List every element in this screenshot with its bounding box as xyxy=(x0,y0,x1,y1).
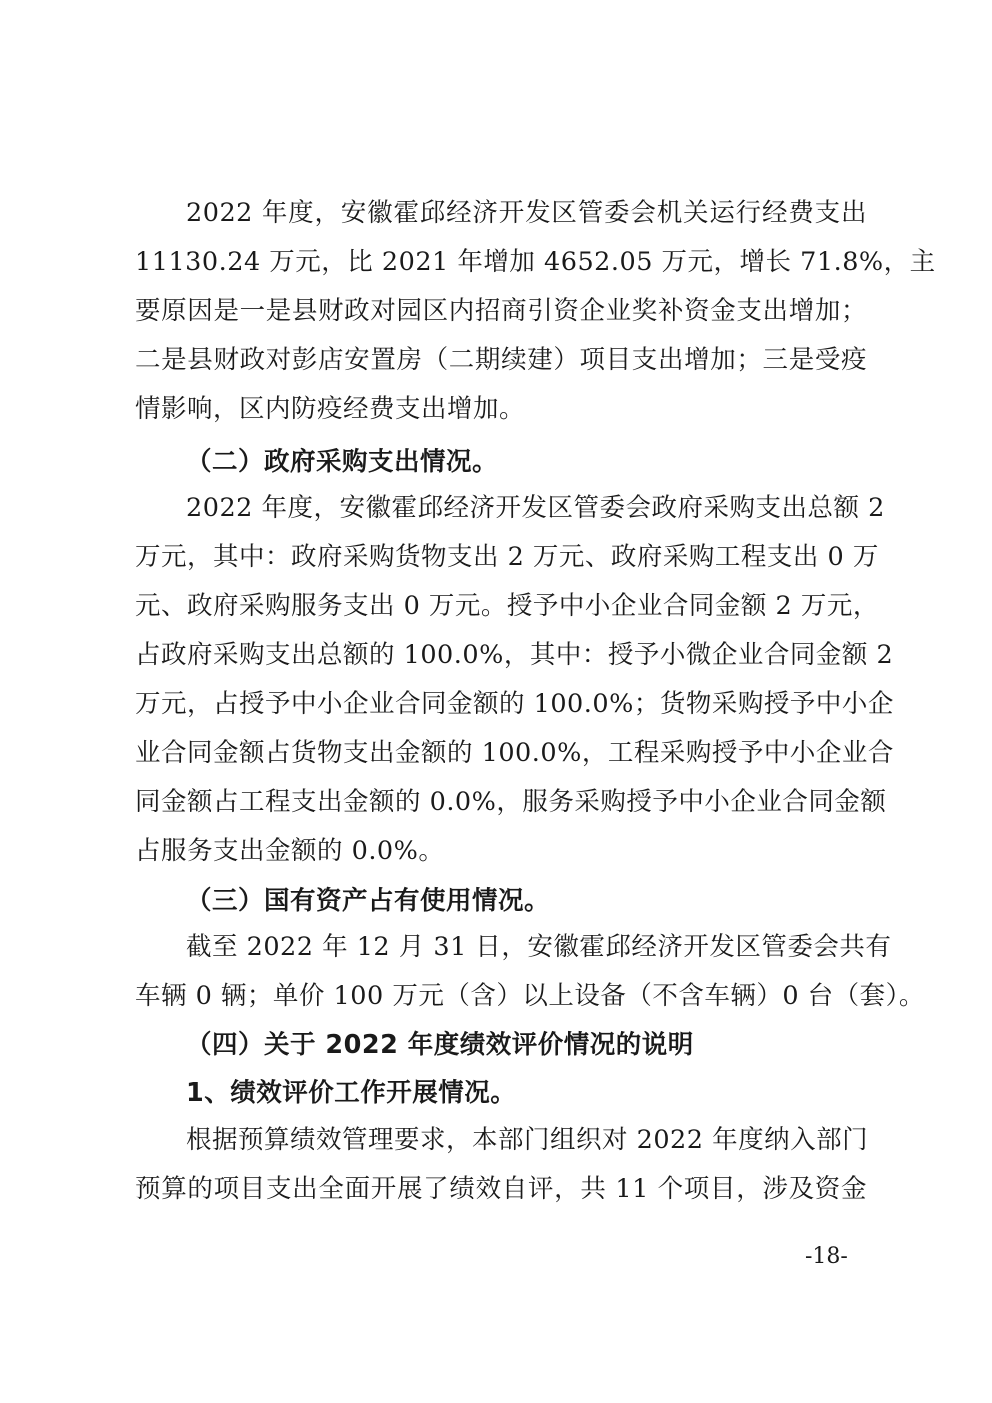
paragraph-line: 车辆 0 辆；单价 100 万元（含）以上设备（不含车辆）0 台（套）。 xyxy=(135,981,925,1011)
paragraph-line: 二是县财政对彭店安置房（二期续建）项目支出增加；三是受疫 xyxy=(135,345,867,375)
subsection-heading: 1、绩效评价工作开展情况。 xyxy=(186,1078,517,1108)
paragraph-line: 业合同金额占货物支出金额的 100.0%，工程采购授予中小企业合 xyxy=(135,738,894,768)
section-heading: （二）政府采购支出情况。 xyxy=(186,447,499,477)
paragraph-line: 预算的项目支出全面开展了绩效自评，共 11 个项目，涉及资金 xyxy=(135,1174,867,1204)
paragraph-line: 同金额占工程支出金额的 0.0%，服务采购授予中小企业合同金额 xyxy=(135,787,887,817)
paragraph-line: 万元，占授予中小企业合同金额的 100.0%；货物采购授予中小企 xyxy=(135,689,894,719)
paragraph-line: 11130.24 万元，比 2021 年增加 4652.05 万元，增长 71.8%，主 xyxy=(135,247,936,277)
paragraph-line: 要原因是一是县财政对园区内招商引资企业奖补资金支出增加； xyxy=(135,296,867,326)
paragraph-line: 情影响，区内防疫经费支出增加。 xyxy=(135,394,526,424)
paragraph-line: 占政府采购支出总额的 100.0%，其中：授予小微企业合同金额 2 xyxy=(135,640,894,670)
paragraph-line: 截至 2022 年 12 月 31 日，安徽霍邱经济开发区管委会共有 xyxy=(186,932,892,962)
paragraph-line: 占服务支出金额的 0.0%。 xyxy=(135,836,445,866)
section-heading: （四）关于 2022 年度绩效评价情况的说明 xyxy=(186,1030,694,1060)
paragraph-line: 根据预算绩效管理要求，本部门组织对 2022 年度纳入部门 xyxy=(186,1125,869,1155)
paragraph-line: 万元，其中：政府采购货物支出 2 万元、政府采购工程支出 0 万 xyxy=(135,542,879,572)
paragraph-line: 元、政府采购服务支出 0 万元。授予中小企业合同金额 2 万元， xyxy=(135,591,879,621)
page-number: -18- xyxy=(805,1244,848,1269)
paragraph-line: 2022 年度，安徽霍邱经济开发区管委会政府采购支出总额 2 xyxy=(186,493,885,523)
section-heading: （三）国有资产占有使用情况。 xyxy=(186,886,551,916)
paragraph-line: 2022 年度，安徽霍邱经济开发区管委会机关运行经费支出 xyxy=(186,198,867,228)
